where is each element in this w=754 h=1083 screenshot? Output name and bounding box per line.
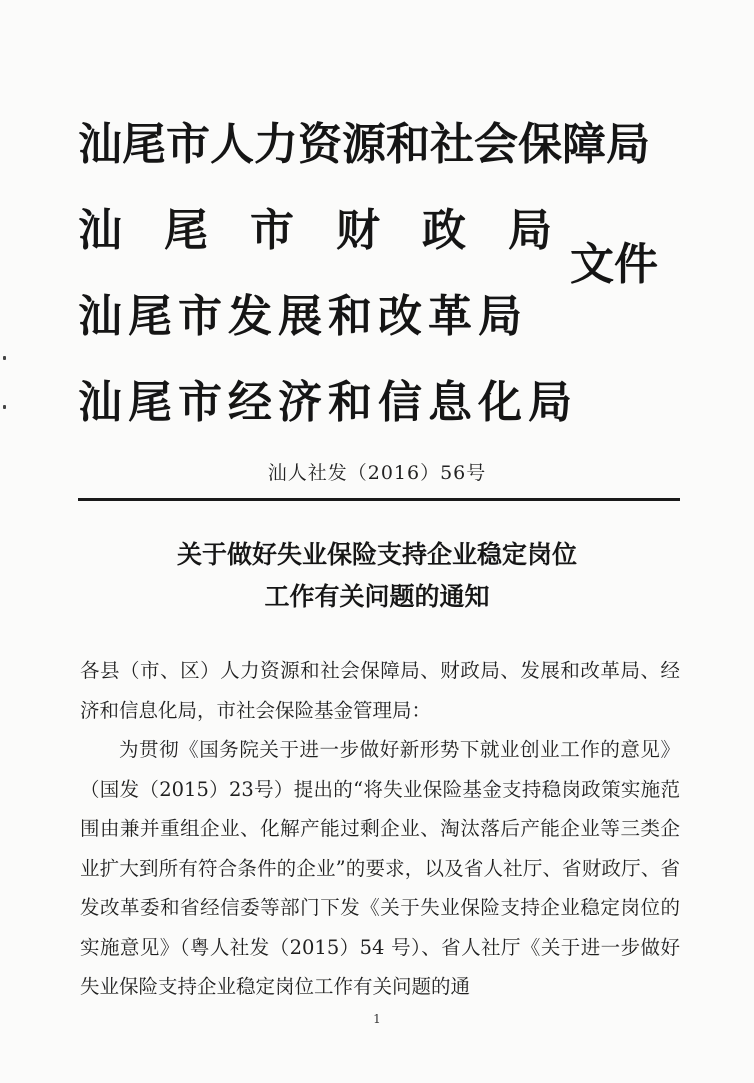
- body-paragraph-1: 为贯彻《国务院关于进一步做好新形势下就业创业工作的意见》（国发（2015）23号）提出的“将失业保险基金支持稳岗政策实施范围由兼并重组企业、化解产能过剩企业、淘汰落后产能企业等三类企业扩大到所有符合条件的企业”的要求，以及省人社厅、省财政厅、省发改革委和省经信委等部门下发《关于失业保险支持企业稳定岗位的实施意见》（粤人社发（2015）54 号）、省人社厅《关于进一步做好失业保险支持企业稳定岗位工作有关问题的通: [80, 738, 680, 998]
- scan-edge-mark: [3, 405, 6, 409]
- title-line-1: 关于做好失业保险支持企业稳定岗位: [176, 540, 577, 569]
- document-number: 汕人社发（2016）56号: [267, 462, 487, 484]
- issuer-economy-informatization-bureau: 汕尾市经济和信息化局: [78, 377, 578, 428]
- document-title: [0, 534, 754, 618]
- issuer-hr-social-security-bureau: 汕尾市人力资源和社会保障局: [78, 119, 650, 170]
- scan-edge-mark: [3, 356, 6, 360]
- addressee: 各县（市、区）人力资源和社会保障局、财政局、发展和改革局、经济和信息化局，市社会保险基金管理局：: [80, 659, 680, 722]
- document-type-label: 文件: [570, 239, 658, 290]
- page-number: 1: [373, 1012, 381, 1026]
- header-divider: [78, 498, 680, 501]
- title-line-2: 工作有关问题的通知: [264, 582, 490, 611]
- issuer-finance-bureau: 汕尾市财政局: [78, 205, 594, 256]
- document-body: [80, 651, 680, 1007]
- issuer-development-reform-bureau: 汕尾市发展和改革局: [78, 291, 528, 342]
